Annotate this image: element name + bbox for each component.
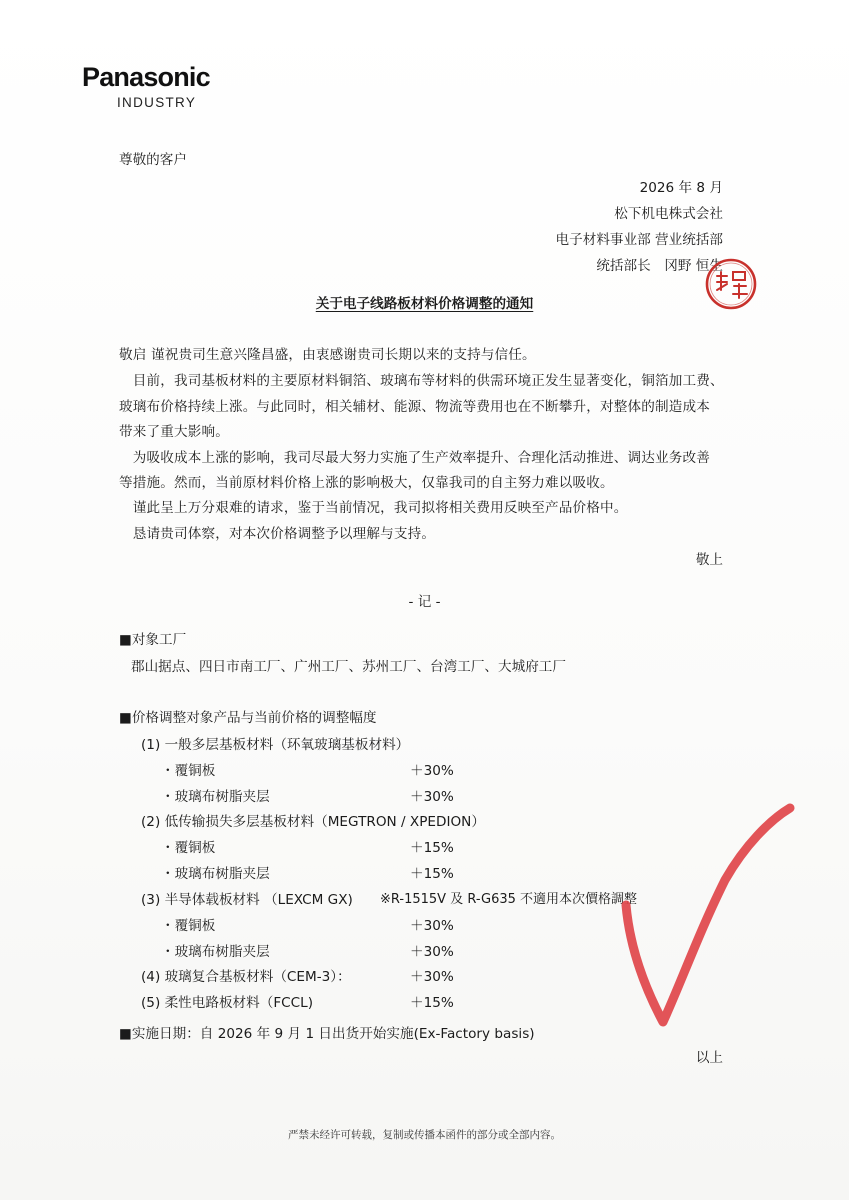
body-line: 等措施。然而，当前原材料价格上涨的影响极大，仅靠我司的自主努力难以吸收。	[119, 475, 614, 491]
panasonic-logo: Panasonic	[82, 62, 210, 92]
product-item-name: ・玻璃布树脂夹层	[161, 866, 270, 882]
product-item-name: ・玻璃布树脂夹层	[161, 944, 270, 960]
body-line: 目前，我司基板材料的主要原材料铜箔、玻璃布等材料的供需环境正发生显著变化，铜箔加工费、	[119, 373, 724, 389]
body-line: 恳请贵司体察，对本次价格调整予以理解与支持。	[119, 526, 436, 542]
confidentiality-footer: 严禁未经许可转载，复制或传播本函件的部分或全部内容。	[288, 1129, 561, 1141]
record-mark: - 记 -	[408, 594, 441, 610]
factories-heading: ■对象工厂	[119, 632, 187, 648]
notice-title: 关于电子线路板材料价格调整的通知	[315, 296, 534, 312]
product-group-label: (5) 柔性电路板材料（FCCL)	[141, 995, 314, 1011]
body-line: 敬启 谨祝贵司生意兴隆昌盛，由衷感谢贵司长期以来的支持与信任。	[119, 347, 536, 363]
factories-list: 郡山据点、四日市南工厂、广州工厂、苏州工厂、台湾工厂、大城府工厂	[131, 659, 566, 675]
product-item-rate: ＋30%	[410, 763, 454, 779]
product-group-label: (2) 低传输损失多层基板材料（MEGTRON / XPEDION）	[141, 814, 485, 830]
product-item-rate: ＋30%	[410, 789, 454, 805]
product-group-label: (1) 一般多层基板材料（环氧玻璃基板材料）	[141, 737, 410, 753]
product-item-name: ・玻璃布树脂夹层	[161, 789, 270, 805]
product-item-rate: ＋30%	[410, 918, 454, 934]
sender-company: 松下机电株式会社	[614, 206, 723, 222]
end-mark: 以上	[695, 1050, 723, 1066]
product-group-rate: ＋15%	[410, 995, 454, 1011]
sender-signatory: 统括部长 冈野 恒生	[596, 258, 723, 274]
letter-date: 2026 年 8 月	[639, 180, 723, 196]
product-group-note: ※R-1515V 及 R-G635 不適用本次價格調整	[380, 892, 638, 907]
product-item-rate: ＋15%	[410, 840, 454, 856]
sender-department: 电子材料事业部 营业统括部	[555, 232, 723, 248]
body-line: 带来了重大影响。	[119, 424, 229, 440]
product-item-name: ・覆铜板	[161, 840, 216, 856]
salutation: 尊敬的客户	[119, 152, 187, 168]
price-heading: ■价格调整对象产品与当前价格的调整幅度	[119, 710, 377, 726]
body-line: 谨此呈上万分艰难的请求，鉴于当前情况，我司拟将相关费用反映至产品价格中。	[119, 500, 628, 516]
product-group-rate: ＋30%	[410, 969, 454, 985]
closing-text: 敬上	[695, 552, 723, 568]
body-line: 为吸收成本上涨的影响，我司尽最大努力实施了生产效率提升、合理化活动推进、调达业务改善	[119, 450, 710, 466]
body-line: 玻璃布价格持续上涨。与此同时，相关辅材、能源、物流等费用也在不断攀升，对整体的制造成本	[119, 399, 710, 415]
product-item-rate: ＋30%	[410, 944, 454, 960]
product-group-label: (4) 玻璃复合基板材料（CEM-3）：	[141, 969, 351, 985]
product-item-name: ・覆铜板	[161, 763, 216, 779]
product-group-label: (3) 半导体载板材料 （LEXCM GX)	[141, 892, 353, 908]
product-item-name: ・覆铜板	[161, 918, 216, 934]
logo-division: INDUSTRY	[117, 95, 197, 110]
effective-date: ■实施日期：自 2026 年 9 月 1 日出货开始实施(Ex-Factory basis)	[119, 1026, 535, 1042]
product-item-rate: ＋15%	[410, 866, 454, 882]
